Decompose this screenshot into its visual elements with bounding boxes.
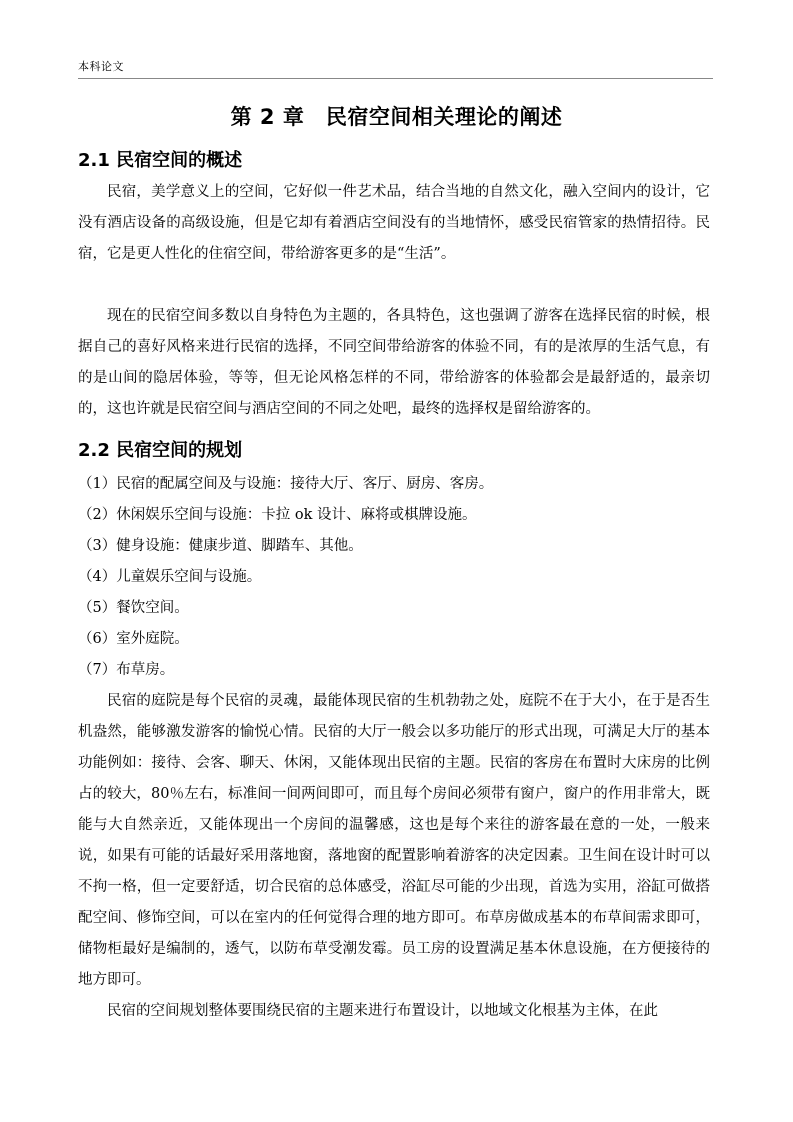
- section-2-1-title: 2.1 民宿空间的概述: [78, 150, 243, 171]
- section-2-2-paragraph-2: 民宿的空间规划整体要围绕民宿的主题来进行布置设计，以地域文化根基为主体，在此: [107, 1003, 658, 1019]
- list-item: （5）餐饮空间。: [78, 600, 189, 616]
- list-item: （6）室外庭院。: [78, 631, 189, 647]
- planning-list: [78, 469, 493, 686]
- list-item: （2）休闲娱乐空间与设施：卡拉 ok 设计、麻将或棋牌设施。: [78, 507, 477, 523]
- running-header: 本科论文: [78, 60, 124, 73]
- header-rule: [78, 78, 713, 79]
- list-item: （3）健身设施：健康步道、脚踏车、其他。: [78, 538, 363, 554]
- chapter-title: 第 2 章 民宿空间相关理论的阐述: [230, 105, 563, 129]
- section-2-2-paragraph-1: 民宿的庭院是每个民宿的灵魂，最能体现民宿的生机勃勃之处，庭院不在于大小，在于是否生机盎然，能够激发游客的愉悦心情。民宿的大厅一般会以多功能厅的形式出现，可满足大厅的基本功能例如：接待、会客、聊天、休闲，又能体现出民宿的主题。民宿的客房在布置时大床房的比例占的较大，80％左右，标准间一间两间即可，而且每个房间必须带有窗户，窗户的作用非常大，既能与大自然亲近，又能体现出一个房间的温馨感，这也是每个来往的游客最在意的一处，一般来说，如果有可能的话最好采用落地窗，落地窗的配置影响着游客的决定因素。卫生间在设计时可以不拘一格，但一定要舒适，切合民宿的总体感受，浴缸尽可能的少出现，首选为实用，浴缸可做搭配空间、修饰空间，可以在室内的任何觉得合理的地方即可。布草房做成基本的布草间需求即可，储物柜最好是编制的，透气，以防布草受潮发霉。员工房的设置满足基本休息设施，在方便接待的地方即可。: [78, 693, 710, 988]
- section-2-1-paragraph-2: 现在的民宿空间多数以自身特色为主题的，各具特色，这也强调了游客在选择民宿的时候，根据自己的喜好风格来进行民宿的选择，不同空间带给游客的体验不同，有的是浓厚的生活气息，有的是山间的隐居体验，等等，但无论风格怎样的不同，带给游客的体验都会是最舒适的，最亲切的，这也许就是民宿空间与酒店空间的不同之处吧，最终的选择权是留给游客的。: [78, 308, 710, 417]
- list-item: （4）儿童娱乐空间与设施。: [78, 569, 262, 585]
- list-item: （1）民宿的配属空间及与设施：接待大厅、客厅、厨房、客房。: [78, 476, 494, 492]
- section-2-2-title: 2.2 民宿空间的规划: [78, 440, 243, 461]
- list-item: （7）布草房。: [78, 662, 175, 678]
- section-2-1-paragraph-1: 民宿，美学意义上的空间，它好似一件艺术品，结合当地的自然文化，融入空间内的设计，它没有酒店设备的高级设施，但是它却有着酒店空间没有的当地情怀，感受民宿管家的热情招待。民宿，它是更人性化的住宿空间，带给游客更多的是“生活”。: [78, 184, 710, 262]
